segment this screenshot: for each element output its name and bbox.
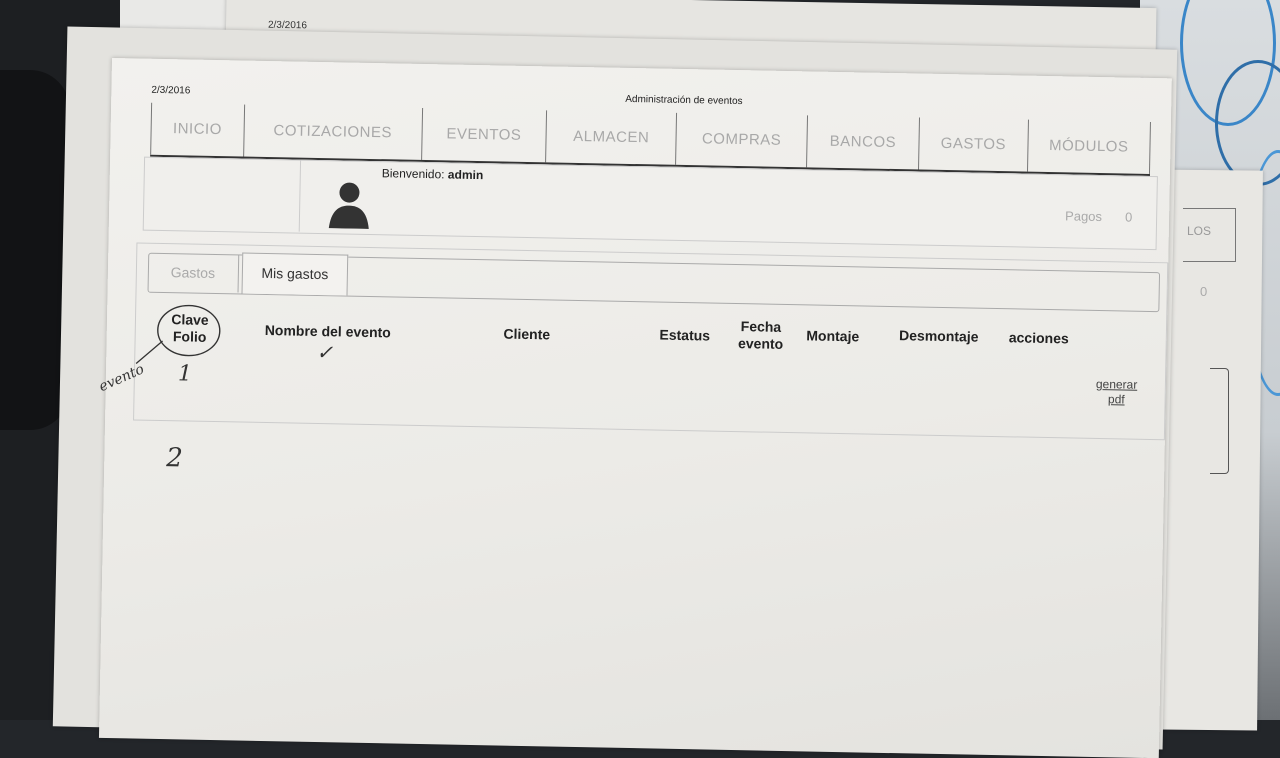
col-fecha-line1: Fecha <box>740 318 782 335</box>
col-acciones: acciones <box>1008 329 1069 347</box>
nav-gastos[interactable]: GASTOS <box>918 118 1027 172</box>
col-fecha-line2: evento <box>737 335 784 352</box>
col-clave-folio <box>164 311 215 346</box>
welcome-text <box>382 166 484 182</box>
page-title: Administración de eventos <box>625 93 743 108</box>
col-nombre-evento: Nombre del evento <box>264 321 391 341</box>
col-clave-line2: Folio <box>172 328 207 345</box>
col-cliente: Cliente <box>503 325 551 343</box>
col-fecha-evento <box>732 318 789 353</box>
handwritten-note: evento <box>96 361 147 396</box>
nav-inicio[interactable]: INICIO <box>150 103 244 157</box>
col-clave-line1: Clave <box>171 311 209 328</box>
pagos-label: Pagos <box>1065 208 1103 225</box>
handwritten-number-1: 1 <box>177 361 193 387</box>
nav-eventos[interactable]: EVENTOS <box>421 108 546 162</box>
tab-mis-gastos[interactable]: Mis gastos <box>242 253 349 296</box>
printed-page <box>96 58 1172 758</box>
welcome-user: admin <box>447 167 484 183</box>
nav-modulos[interactable]: MÓDULOS <box>1027 120 1151 174</box>
handwritten-check: ✓ <box>316 339 334 365</box>
col-montaje: Montaje <box>806 327 860 345</box>
nav-cotizaciones[interactable]: COTIZACIONES <box>243 105 422 160</box>
print-date: 2/3/2016 <box>151 84 191 97</box>
back-page-value: 0 <box>1200 284 1208 299</box>
pagos-count: 0 <box>1124 209 1133 225</box>
back-page-date: 2/3/2016 <box>267 19 308 32</box>
back-page-tab: LOS <box>1183 208 1236 262</box>
handwritten-number-2: 2 <box>166 443 184 474</box>
user-avatar-icon <box>327 178 372 229</box>
nav-almacen[interactable]: ALMACEN <box>545 110 676 164</box>
col-desmontaje: Desmontaje <box>898 327 979 345</box>
generar-pdf-line1: generar <box>1095 376 1138 392</box>
tab-gastos[interactable]: Gastos <box>148 253 240 293</box>
nav-bancos[interactable]: BANCOS <box>806 115 919 169</box>
welcome-prefix: Bienvenido: <box>381 166 445 182</box>
generar-pdf-line2: pdf <box>1107 392 1125 407</box>
col-estatus: Estatus <box>659 326 711 344</box>
back-page-box <box>1210 368 1229 474</box>
nav-compras[interactable]: COMPRAS <box>675 113 806 167</box>
generar-pdf-link[interactable] <box>1095 377 1137 408</box>
